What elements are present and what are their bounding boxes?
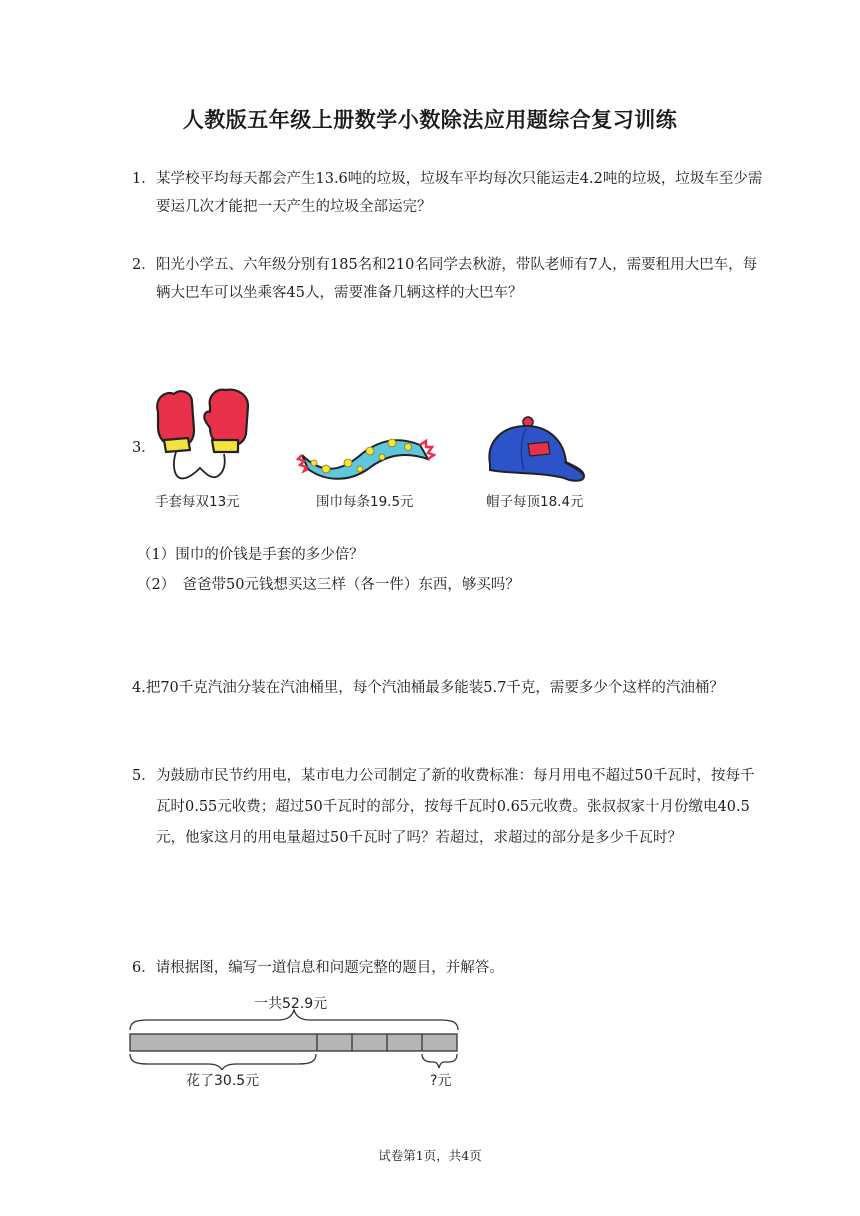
question-text: 为鼓励市民节约用电，某市电力公司制定了新的收费标准：每月用电不超过50千瓦时，按每千瓦时0.55元收费；超过50千瓦时的部分，按每千瓦时0.65元收费。张叔叔家十月份缴电40.5元，他家这月的用电量超过50千瓦时了吗？若超过，求超过的部分是多少千瓦时？ xyxy=(156,768,755,846)
spent-label: 花了30.5元 xyxy=(186,1073,260,1089)
page-footer: 试卷第1页，共4页 xyxy=(378,1148,482,1163)
question-number: 6． xyxy=(132,960,156,976)
question-5 xyxy=(132,761,768,854)
mittens-icon xyxy=(150,378,256,484)
scarf-icon xyxy=(296,425,436,483)
segment-diagram xyxy=(128,1008,462,1070)
total-brace xyxy=(130,1010,458,1030)
question-1 xyxy=(132,165,768,221)
cap-caption: 帽子每顶18.4元 xyxy=(486,494,584,510)
question-3-sub-1: （1）围巾的价钱是手套的多少倍？ xyxy=(137,547,364,563)
question-text: 阳光小学五、六年级分别有185名和210名同学去秋游，带队老师有7人，需要租用大巴车，每辆大巴车可以坐乘客45人，需要准备几辆这样的大巴车？ xyxy=(156,257,758,301)
question-3-sub-2: （2） 爸爸带50元钱想买这三样（各一件）东西，够买吗？ xyxy=(137,577,520,593)
total-label: 一共52.9元 xyxy=(254,996,328,1012)
question-2 xyxy=(132,251,768,307)
question-number: 5． xyxy=(132,768,156,784)
question-3-number: 3． xyxy=(132,440,156,456)
unknown-label: ?元 xyxy=(430,1073,452,1089)
full-bar xyxy=(130,1034,457,1051)
question-6 xyxy=(132,956,504,977)
unknown-brace xyxy=(422,1054,457,1068)
spent-brace xyxy=(130,1054,316,1070)
mittens-caption: 手套每双13元 xyxy=(155,494,240,510)
question-number: 1． xyxy=(132,171,156,187)
scarf-caption: 围巾每条19.5元 xyxy=(316,494,414,510)
page-title: 人教版五年级上册数学小数除法应用题综合复习训练 xyxy=(182,107,678,132)
question-number: 2． xyxy=(132,257,156,273)
question-4: 4.把70千克汽油分装在汽油桶里，每个汽油桶最多能装5.7千克，需要多少个这样的汽油桶？ xyxy=(132,680,724,696)
question-text: 请根据图，编写一道信息和问题完整的题目，并解答。 xyxy=(155,960,504,976)
question-text: 某学校平均每天都会产生13.6吨的垃圾，垃圾车平均每次只能运走4.2吨的垃圾，垃圾车至少需要运几次才能把一天产生的垃圾全部运完？ xyxy=(156,171,763,215)
cap-icon xyxy=(480,412,590,486)
